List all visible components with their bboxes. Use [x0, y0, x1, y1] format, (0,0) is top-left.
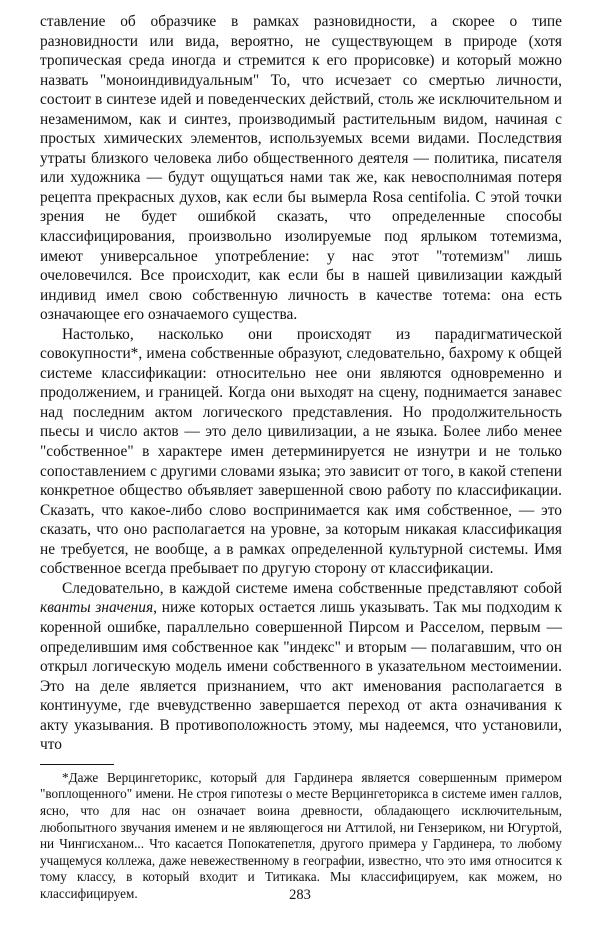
- main-text: [40, 12, 562, 755]
- paragraph-2: [40, 325, 562, 579]
- paragraph-1-text: ставление об образчике в рамках разновидности, а скорее о типе разновидности или вида, вероятно, не существующем в природе (хотя тропическая среда иногда и стремится к его прорисовке) и который можно назвать "моноиндивидуальным" То, что исчезает со смертью личности, состоит в синтезе идей и поведенческих действий, столь же исключительном и незаменимом, как и синтез, производимый растительным видом, начиная с простых химических элементов, используемых всеми видами. Последствия утраты близкого человека либо общественного деятеля — политика, писателя или художника — будут ощущаться нами так же, как невосполнимая потеря рецепта прекрасных духов, как если бы вымерла Rosa centifolia. С этой точки зрения не будет ошибкой сказать, что определенные способы классифицирования, произвольно изолируемые под ярлыком тотемизма, имеют универсальное употребление: у нас этот "тотемизм" лишь очеловечился. Все происходит, как если бы в нашей цивилизации каждый индивид имел свою собственную личность в качестве тотема: она есть означающее его означаемого существа.: [40, 13, 562, 324]
- paragraph-2-text: Настолько, насколько они происходят из парадигматической совокупности*, имена собственные образуют, следовательно, бахрому к общей системе классификации: относительно нее они являются одновременно и продолжением, и границей. Когда они выходят на сцену, поднимается занавес над последним актом логического представления. Но продолжительность пьесы и число актов — это дело цивилизации, а не языка. Более либо менее "собственное" в характере имен детерминируется не изнутри и не только сопоставлением с другими словами языка; это зависит от того, в какой степени конкретное общество объявляет завершенной свою работу по классификации. Сказать, что какое-либо слово воспринимается как имя собственное, — это сказать, что оно располагается на уровне, за которым никакая классификация не требуется, не вообще, а в рамках определенной культурной системы. Имя собственное всегда пребывает по другую сторону от классификации.: [40, 325, 562, 578]
- paragraph-3-text-start: Следовательно, в каждой системе имена собственные представляют собой: [62, 579, 562, 597]
- paragraph-3: [40, 579, 562, 755]
- page-body: [40, 12, 562, 903]
- paragraph-3-italic-term: кванты значения: [40, 599, 154, 617]
- footnote-divider: [40, 764, 114, 765]
- page-number: 283: [289, 887, 311, 903]
- paragraph-3-text-end: , ниже которых остается лишь указывать. Так мы подходим к коренной ошибке, параллельно совершенной Пирсом и Расселом, первым — определившим имя собственное как "индекс" и вторым — полагавшим, что он открыл логическую модель имени собственного в указательном местоимении. Это на деле является признанием, что акт именования располагается в континууме, где вчевудственно завершается переход от акта означивания к акту указывания. В противоположность этому, мы надеемся, что установили, что: [40, 599, 563, 754]
- footnote: *Даже Верцингеторикс, который для Гардинера является совершенным примером "воплощенного" имени. Не строя гипотезы о месте Верцингеторикса в системе имен галлов, ясно, что для нас он означает воина древности, обладающего исключительным, любопытного звучания именем и не являющегося ни Аттилой, ни Гензериком, ни Югуртой, ни Чингисханом... Что касается Попокатепетля, другого примера у Гардинера, то любому учащемуся коллежа, даже невежественному в географии, известно, что это имя относится к тому классу, в который входит и Титикака. Мы классифицируем, как можем, но классифицируем.: [40, 769, 562, 901]
- paragraph-1: [40, 12, 562, 325]
